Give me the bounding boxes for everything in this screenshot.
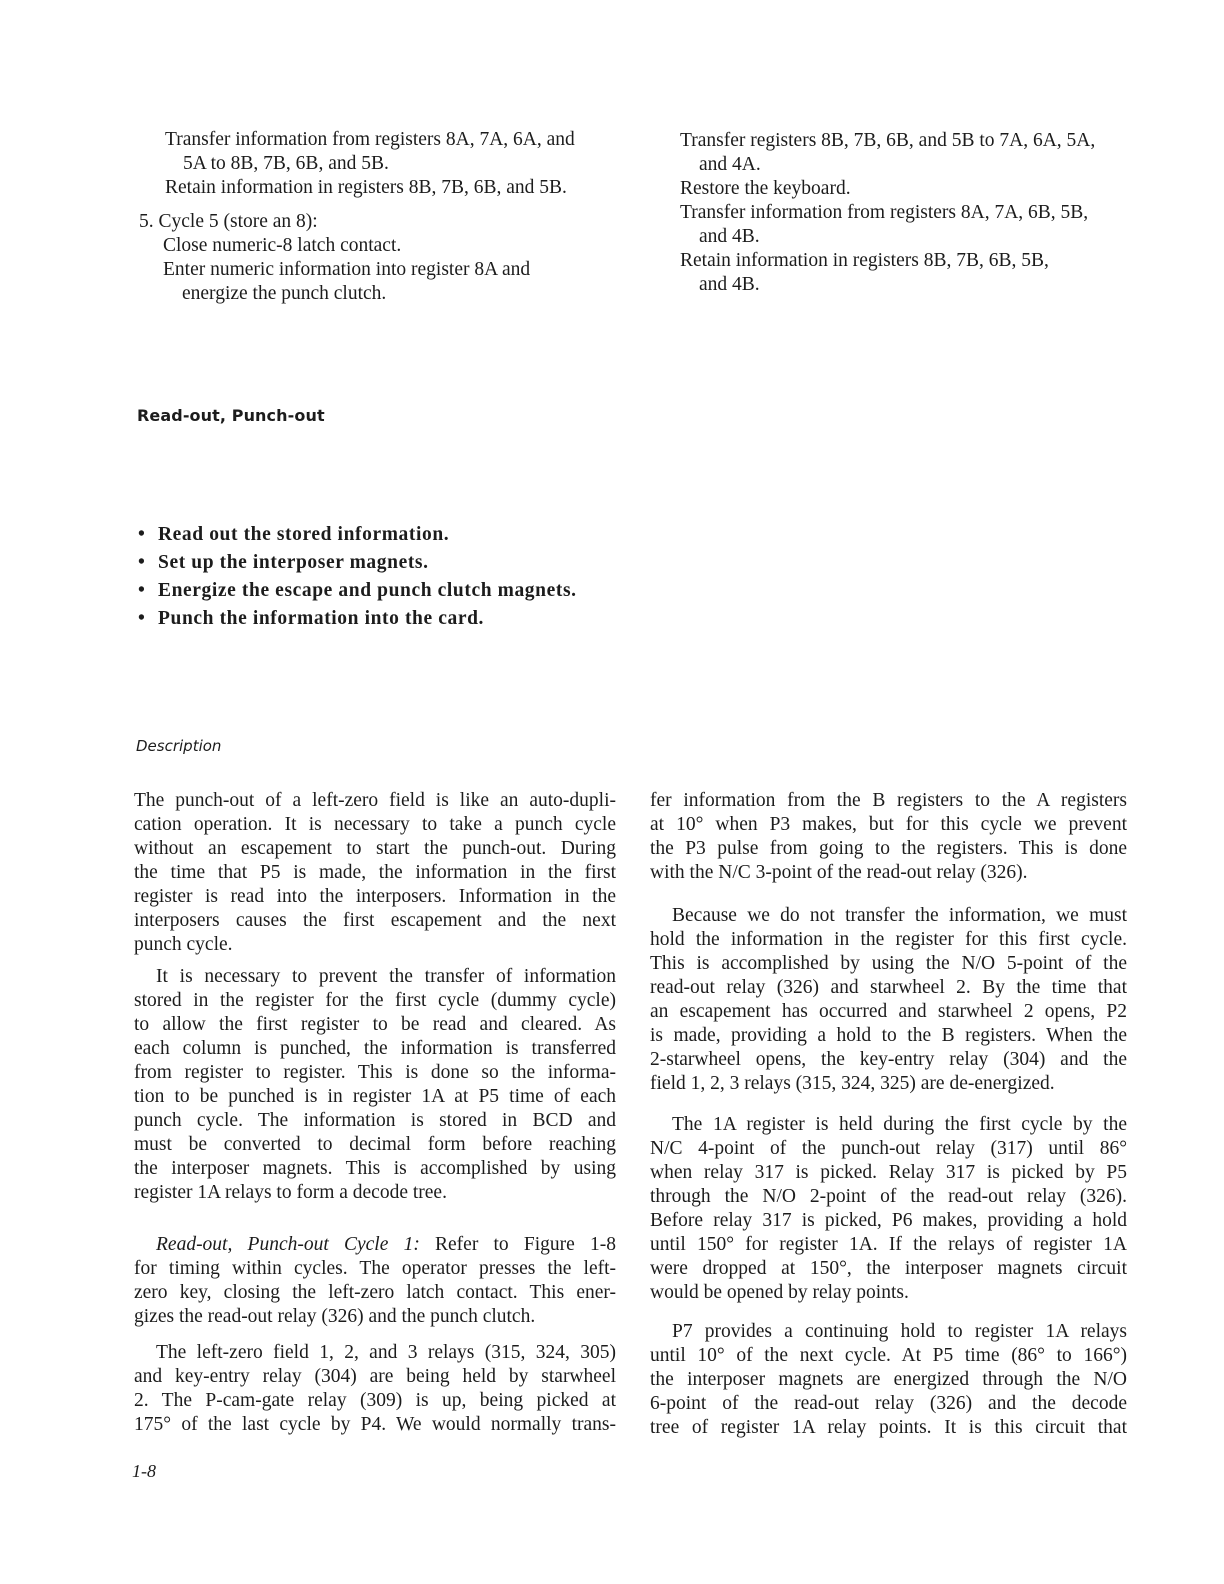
text-line: until 150° for register 1A. If the relays of register 1A	[650, 1234, 1127, 1255]
step-line: and 4B.	[699, 274, 760, 295]
text-line: 2. The P-cam-gate relay (309) is up, being picked at	[134, 1390, 616, 1411]
text-line: at 10° when P3 makes, but for this cycle we prevent	[650, 814, 1127, 835]
page-number: 1-8	[132, 1461, 156, 1481]
bullet-text: Set up the interposer magnets.	[158, 552, 429, 573]
text-line: for timing within cycles. The operator presses the left-	[134, 1258, 616, 1279]
text-line: gizes the read-out relay (326) and the punch clutch.	[134, 1306, 536, 1327]
text-run: Refer to Figure 1-8	[419, 1234, 616, 1255]
text-line: read-out relay (326) and starwheel 2. By the time that	[650, 977, 1127, 998]
text-line: 6-point of the read-out relay (326) and the decode	[650, 1393, 1127, 1414]
summary-bullets	[138, 521, 577, 633]
text-line: the interposer magnets. This is accomplished by using	[134, 1158, 616, 1179]
text-line: is made, providing a hold to the B registers. When the	[650, 1025, 1127, 1046]
text-line: It is necessary to prevent the transfer of information	[156, 966, 616, 987]
bullet-dot-icon: •	[138, 524, 146, 545]
step-line: energize the punch clutch.	[182, 283, 387, 304]
text-line: cation operation. It is necessary to take a punch cycle	[134, 814, 616, 835]
paragraph	[134, 965, 616, 1205]
right-column	[650, 789, 1127, 1440]
step-label: 5. Cycle 5 (store an 8):	[139, 211, 318, 232]
text-line: to allow the first register to be read and cleared. As	[134, 1014, 616, 1035]
text-line: with the N/C 3-point of the read-out relay (326).	[650, 862, 1028, 883]
step-line: Retain information in registers 8B, 7B, 6B, 5B,	[680, 250, 1049, 271]
paragraph	[650, 1113, 1127, 1305]
text-line: the interposer magnets are energized through the N/O	[650, 1369, 1127, 1390]
paragraph	[650, 1320, 1127, 1440]
paragraph	[134, 1233, 616, 1329]
text-line: register is read into the interposers. Information in the	[134, 886, 616, 907]
text-line: interposers causes the first escapement and the next	[134, 910, 616, 931]
text-line: punch cycle. The information is stored in BCD and	[134, 1110, 616, 1131]
text-line: must be converted to decimal form before reaching	[134, 1134, 616, 1155]
section-heading: Read-out, Punch-out	[137, 406, 325, 425]
top-right-steps	[680, 129, 1150, 297]
text-line: through the N/O 2-point of the read-out relay (326).	[650, 1186, 1127, 1207]
text-line: fer information from the B registers to the A registers	[650, 790, 1127, 811]
text-line: the P3 pulse from going to the registers. This is done	[650, 838, 1127, 859]
text-line: P7 provides a continuing hold to register 1A relays	[672, 1321, 1127, 1342]
text-line: the time that P5 is made, the information in the first	[134, 862, 616, 883]
step-line: Restore the keyboard.	[680, 178, 851, 199]
paragraph	[134, 1341, 616, 1437]
step-line: Transfer registers 8B, 7B, 6B, and 5B to 7A, 6A, 5A,	[680, 130, 1096, 151]
text-line: would be opened by relay points.	[650, 1282, 909, 1303]
text-line: until 10° of the next cycle. At P5 time (86° to 166°)	[650, 1345, 1127, 1366]
text-line: tree of register 1A relay points. It is this circuit that	[650, 1417, 1127, 1438]
bullet-item	[138, 577, 577, 605]
text-line: stored in the register for the first cycle (dummy cycle)	[134, 990, 616, 1011]
step-line: and 4A.	[699, 154, 761, 175]
bullet-dot-icon: •	[138, 580, 146, 601]
text-line: N/C 4-point of the punch-out relay (317) until 86°	[650, 1138, 1127, 1159]
text-line: punch cycle.	[134, 934, 233, 955]
left-column	[134, 789, 616, 1437]
text-line: The left-zero field 1, 2, and 3 relays (315, 324, 305)	[156, 1342, 616, 1363]
bullet-item	[138, 521, 577, 549]
text-line: without an escapement to start the punch-out. During	[134, 838, 616, 859]
text-line: Before relay 317 is picked, P6 makes, providing a hold	[650, 1210, 1127, 1231]
step-line: Retain information in registers 8B, 7B, 6B, and 5B.	[165, 177, 567, 198]
step-line: 5A to 8B, 7B, 6B, and 5B.	[183, 153, 389, 174]
bullet-item	[138, 605, 577, 633]
bullet-dot-icon: •	[138, 552, 146, 573]
text-line: each column is punched, the information is transferred	[134, 1038, 616, 1059]
text-line: 175° of the last cycle by P4. We would normally trans-	[134, 1414, 616, 1435]
paragraph	[650, 789, 1127, 885]
text-line: Because we do not transfer the information, we must	[672, 905, 1127, 926]
text-line: tion to be punched is in register 1A at P5 time of each	[134, 1086, 616, 1107]
paragraph	[134, 789, 616, 957]
bullet-text: Punch the information into the card.	[158, 608, 485, 629]
text-line: 2-starwheel opens, the key-entry relay (304) and the	[650, 1049, 1127, 1070]
text-line: register 1A relays to form a decode tree.	[134, 1182, 447, 1203]
text-line: hold the information in the register for this first cycle.	[650, 929, 1127, 950]
step-line: Enter numeric information into register 8A and	[163, 259, 531, 280]
text-line: This is accomplished by using the N/O 5-point of the	[650, 953, 1127, 974]
text-line: were dropped at 150°, the interposer magnets circuit	[650, 1258, 1127, 1279]
description-subheading: Description	[136, 737, 222, 755]
text-line: when relay 317 is picked. Relay 317 is picked by P5	[650, 1162, 1127, 1183]
text-line: zero key, closing the left-zero latch contact. This ener-	[134, 1282, 616, 1303]
bullet-text: Energize the escape and punch clutch magnets.	[158, 580, 577, 601]
text-line: The 1A register is held during the first cycle by the	[672, 1114, 1127, 1135]
paragraph	[650, 904, 1127, 1096]
text-line: an escapement has occurred and starwheel 2 opens, P2	[650, 1001, 1127, 1022]
top-left-steps	[139, 128, 639, 306]
step-line: and 4B.	[699, 226, 760, 247]
text-line: from register to register. This is done so the informa-	[134, 1062, 616, 1083]
text-line: field 1, 2, 3 relays (315, 324, 325) are de-energized.	[650, 1073, 1055, 1094]
bullet-dot-icon: •	[138, 608, 146, 629]
text-line: The punch-out of a left-zero field is like an auto-dupli-	[134, 790, 616, 811]
text-line: and key-entry relay (304) are being held by starwheel	[134, 1366, 616, 1387]
cycle-title: Read-out, Punch-out Cycle 1:	[156, 1234, 420, 1255]
bullet-text: Read out the stored information.	[158, 524, 450, 545]
step-line: Transfer information from registers 8A, 7A, 6B, 5B,	[680, 202, 1089, 223]
step-line: Close numeric-8 latch contact.	[163, 235, 402, 256]
bullet-item	[138, 549, 577, 577]
text-line	[134, 1233, 616, 1257]
step-line: Transfer information from registers 8A, 7A, 6A, and	[165, 129, 575, 150]
